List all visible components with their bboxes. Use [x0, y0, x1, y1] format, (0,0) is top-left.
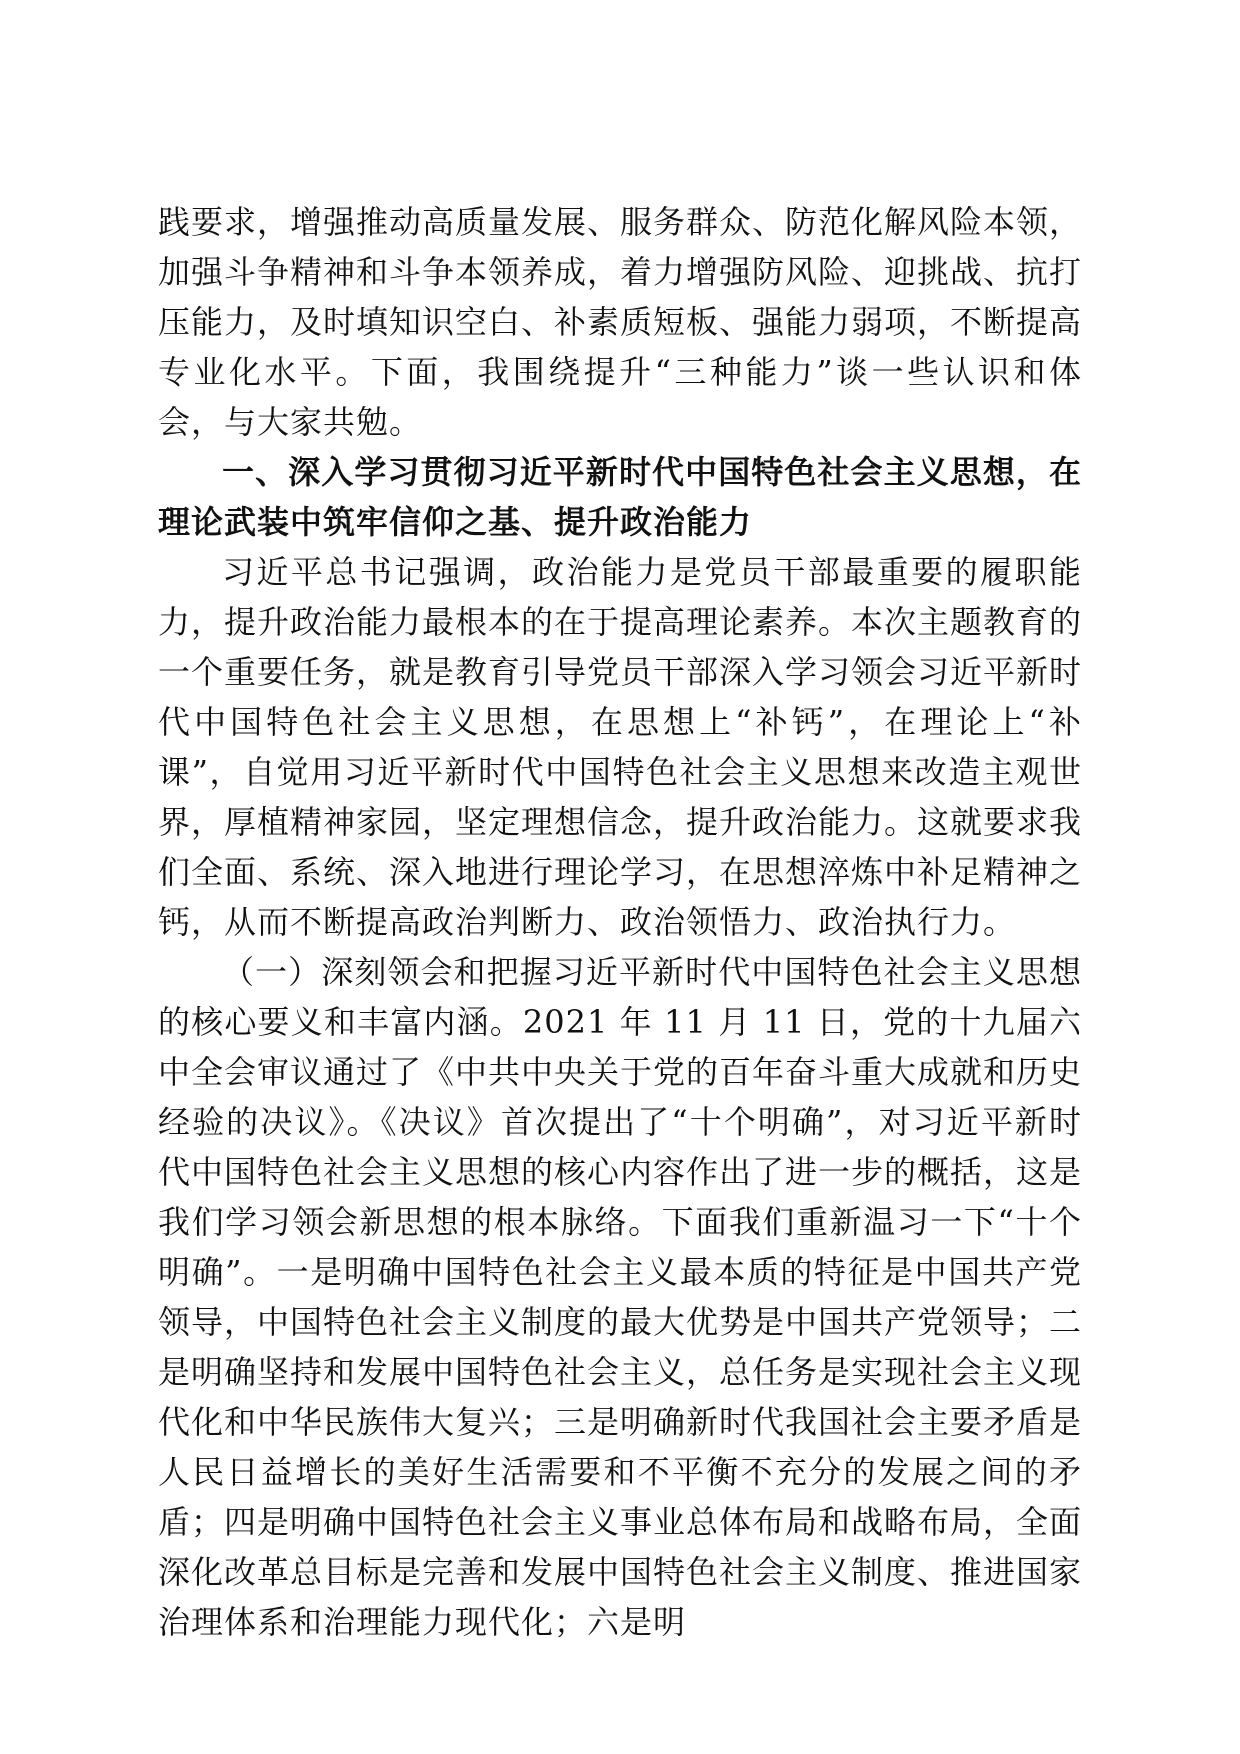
paragraph-intro-continued: 践要求，增强推动高质量发展、服务群众、防范化解风险本领，加强斗争精神和斗争本领养成，着力增强防风险、迎挑战、抗打压能力，及时填知识空白、补素质短板、强能力弱项，不断提高专业化水平。下面，我围绕提升“三种能力”谈一些认识和体会，与大家共勉。	[158, 203, 1083, 441]
document-body	[158, 197, 1082, 1647]
paragraph-subsection-1: （一）深刻领会和把握习近平新时代中国特色社会主义思想的核心要义和丰富内涵。2021 年 11 月 11 日，党的十九届六中全会审议通过了《中共中央关于党的百年奋斗重大成就和历史经验的决议》。《决议》首次提出了“十个明确”，对习近平新时代中国特色社会主义思想的核心内容作出了进一步的概括，这是我们学习领会新思想的根本脉络。下面我们重新温习一下“十个明确”。一是明确中国特色社会主义最本质的特征是中国共产党领导，中国特色社会主义制度的最大优势是中国共产党领导；二是明确坚持和发展中国特色社会主义，总任务是实现社会主义现代化和中华民族伟大复兴；三是明确新时代我国社会主要矛盾是人民日益增长的美好生活需要和不平衡不充分的发展之间的矛盾；四是明确中国特色社会主义事业总体布局和战略布局，全面深化改革总目标是完善和发展中国特色社会主义制度、推进国家治理体系和治理能力现代化；六是明	[158, 953, 1083, 1641]
paragraph-political-ability: 习近平总书记强调，政治能力是党员干部最重要的履职能力，提升政治能力最根本的在于提高理论素养。本次主题教育的一个重要任务，就是教育引导党员干部深入学习领会习近平新时代中国特色社会主义思想，在思想上“补钙”，在理论上“补课”，自觉用习近平新时代中国特色社会主义思想来改造主观世界，厚植精神家园，坚定理想信念，提升政治能力。这就要求我们全面、系统、深入地进行理论学习，在思想淬炼中补足精神之钙，从而不断提高政治判断力、政治领悟力、政治执行力。	[158, 553, 1083, 941]
section-heading-1: 一、深入学习贯彻习近平新时代中国特色社会主义思想，在理论武装中筑牢信仰之基、提升政治能力	[158, 453, 1082, 541]
